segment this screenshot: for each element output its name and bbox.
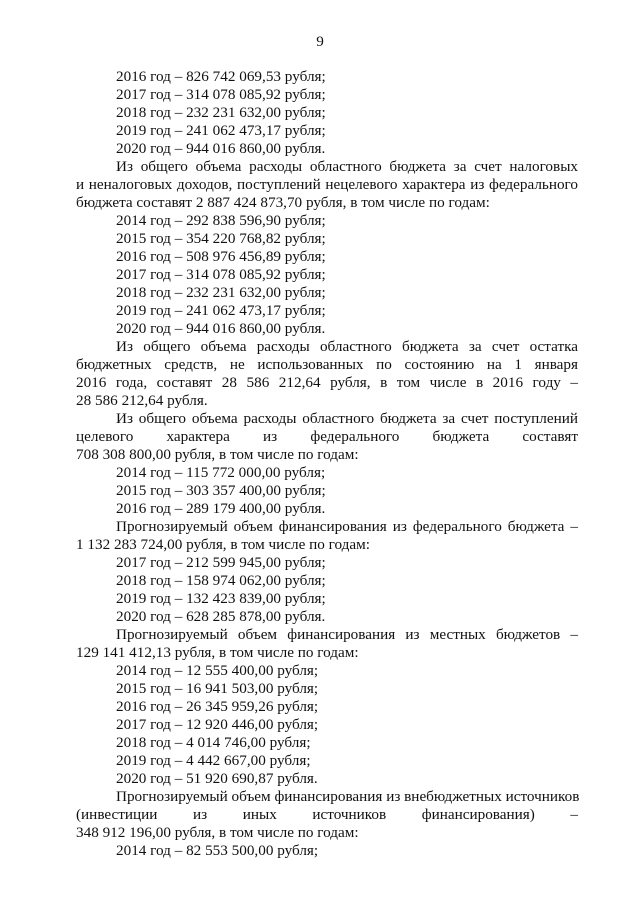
text-line: Прогнозируемый объем финансирования из местных бюджетов –: [116, 626, 578, 643]
text-line: 2019 год – 241 062 473,17 рубля;: [116, 302, 326, 319]
text-line: целевого характера из федерального бюджета составят: [76, 428, 578, 445]
text-line: 2015 год – 303 357 400,00 рубля;: [116, 482, 326, 499]
text-line: 348 912 196,00 рубля, в том числе по годам:: [76, 824, 359, 841]
text-line: Из общего объема расходы областного бюджета за счет налоговых: [116, 158, 578, 175]
text-line: Из общего объема расходы областного бюджета за счет остатка: [116, 338, 578, 355]
text-line: 2015 год – 16 941 503,00 рубля;: [116, 680, 319, 697]
text-line: 2018 год – 158 974 062,00 рубля;: [116, 572, 326, 589]
text-line: 2018 год – 232 231 632,00 рубля;: [116, 284, 326, 301]
text-line: Прогнозируемый объем финансирования из внебюджетных источников: [116, 788, 580, 805]
page-number: 9: [316, 33, 324, 50]
text-line: 2014 год – 115 772 000,00 рубля;: [116, 464, 326, 481]
text-line: 2018 год – 232 231 632,00 рубля;: [116, 104, 326, 121]
text-line: 2016 год – 26 345 959,26 рубля;: [116, 698, 319, 715]
text-line: 2014 год – 82 553 500,00 рубля;: [116, 842, 319, 859]
text-line: 129 141 412,13 рубля, в том числе по годам:: [76, 644, 359, 661]
text-line: 2020 год – 51 920 690,87 рубля.: [116, 770, 318, 787]
text-line: 2016 года, составят 28 586 212,64 рубля, в том числе в 2016 году –: [76, 374, 578, 391]
text-line: 2017 год – 212 599 945,00 рубля;: [116, 554, 326, 571]
text-line: 2019 год – 132 423 839,00 рубля;: [116, 590, 326, 607]
text-line: 2016 год – 826 742 069,53 рубля;: [116, 68, 326, 85]
text-line: 2017 год – 12 920 446,00 рубля;: [116, 716, 319, 733]
text-line: Прогнозируемый объем финансирования из федерального бюджета –: [116, 518, 578, 535]
text-line: бюджета составят 2 887 424 873,70 рубля, в том числе по годам:: [76, 194, 490, 211]
text-line: 2016 год – 289 179 400,00 рубля.: [116, 500, 326, 517]
text-line: Из общего объема расходы областного бюджета за счет поступлений: [116, 410, 578, 427]
text-line: 28 586 212,64 рубля.: [76, 392, 208, 409]
text-line: 2017 год – 314 078 085,92 рубля;: [116, 86, 326, 103]
text-line: 2019 год – 4 442 667,00 рубля;: [116, 752, 311, 769]
text-line: 2020 год – 628 285 878,00 рубля.: [116, 608, 326, 625]
text-line: 2014 год – 12 555 400,00 рубля;: [116, 662, 319, 679]
text-line: 708 308 800,00 рубля, в том числе по годам:: [76, 446, 359, 463]
text-line: 2020 год – 944 016 860,00 рубля.: [116, 320, 326, 337]
text-line: 2019 год – 241 062 473,17 рубля;: [116, 122, 326, 139]
text-line: 2017 год – 314 078 085,92 рубля;: [116, 266, 326, 283]
text-line: (инвестиции из иных источников финансирования) –: [76, 806, 578, 823]
text-line: 2016 год – 508 976 456,89 рубля;: [116, 248, 326, 265]
text-line: 2014 год – 292 838 596,90 рубля;: [116, 212, 326, 229]
text-line: 2020 год – 944 016 860,00 рубля.: [116, 140, 326, 157]
text-line: 2015 год – 354 220 768,82 рубля;: [116, 230, 326, 247]
text-line: 2018 год – 4 014 746,00 рубля;: [116, 734, 311, 751]
document-body: [76, 68, 578, 860]
text-line: бюджетных средств, не использованных по состоянию на 1 января: [76, 356, 578, 373]
text-line: и неналоговых доходов, поступлений нецелевого характера из федерального: [76, 176, 578, 193]
text-line: 1 132 283 724,00 рубля, в том числе по годам:: [76, 536, 370, 553]
